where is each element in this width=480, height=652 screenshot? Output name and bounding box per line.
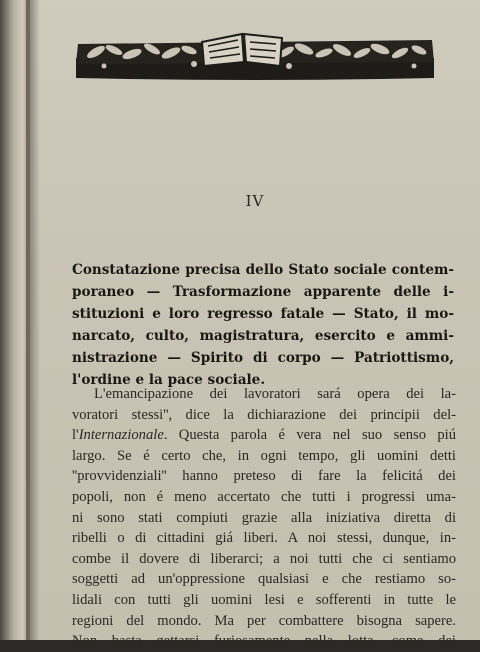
body-line: regioni del mondo. Ma per combattere bisogna sapere. bbox=[72, 612, 456, 629]
body-line: l'Internazionale. Questa parola é vera nel suo senso piú bbox=[72, 427, 456, 444]
chapter-number: IV bbox=[245, 192, 265, 210]
body-line: Non basta gettarsi furiosamente nella lotta, come dei bbox=[72, 633, 456, 650]
body-line: combe il dovere di liberarci; a noi tutti che ci sentiamo bbox=[72, 550, 456, 567]
summary-line: l'ordine e la pace sociale. bbox=[72, 372, 266, 388]
body-line: voratori stessi'', dice la dichiarazione dei principii del- bbox=[72, 406, 456, 423]
body-line: largo. Se é certo che, in ogni tempo, gli uomini detti bbox=[72, 447, 456, 464]
summary-line: poraneo — Trasformazione apparente delle i- bbox=[72, 284, 454, 300]
summary-line: stituzioni e loro regresso fatale — Stato, il mo- bbox=[72, 306, 454, 322]
decorative-headpiece bbox=[74, 22, 436, 82]
body-line: ''provvidenziali'' hanno preteso di fare la felicitá dei bbox=[72, 468, 456, 485]
body-line: ribelli o di cittadini giá liberi. A noi stessi, dunque, in- bbox=[72, 530, 456, 547]
summary-line: nistrazione — Spirito di corpo — Patriottismo, bbox=[72, 350, 454, 366]
body-line: lidali con tutti gli uomini lesi e sofferenti in tutte le bbox=[72, 591, 456, 608]
body-paragraph bbox=[72, 384, 456, 652]
book-page bbox=[30, 0, 480, 650]
gutter-shadow bbox=[26, 0, 40, 640]
summary-line: Constatazione precisa dello Stato sociale contem- bbox=[72, 262, 454, 278]
body-line: popoli, non é meno accertato che tutti i progressi uma- bbox=[72, 488, 456, 505]
body-line: ni sono stati compiuti grazie alla iniziativa diretta di bbox=[72, 509, 456, 526]
summary-line: narcato, culto, magistratura, esercito e ammi- bbox=[72, 328, 454, 344]
body-line: L'emancipazione dei lavoratori sará opera dei la- bbox=[94, 386, 456, 402]
open-book-icon bbox=[202, 34, 282, 66]
body-line: soggetti ad un'oppressione qualsiasi e che restiamo so- bbox=[72, 571, 456, 588]
chapter-summary bbox=[72, 259, 454, 391]
